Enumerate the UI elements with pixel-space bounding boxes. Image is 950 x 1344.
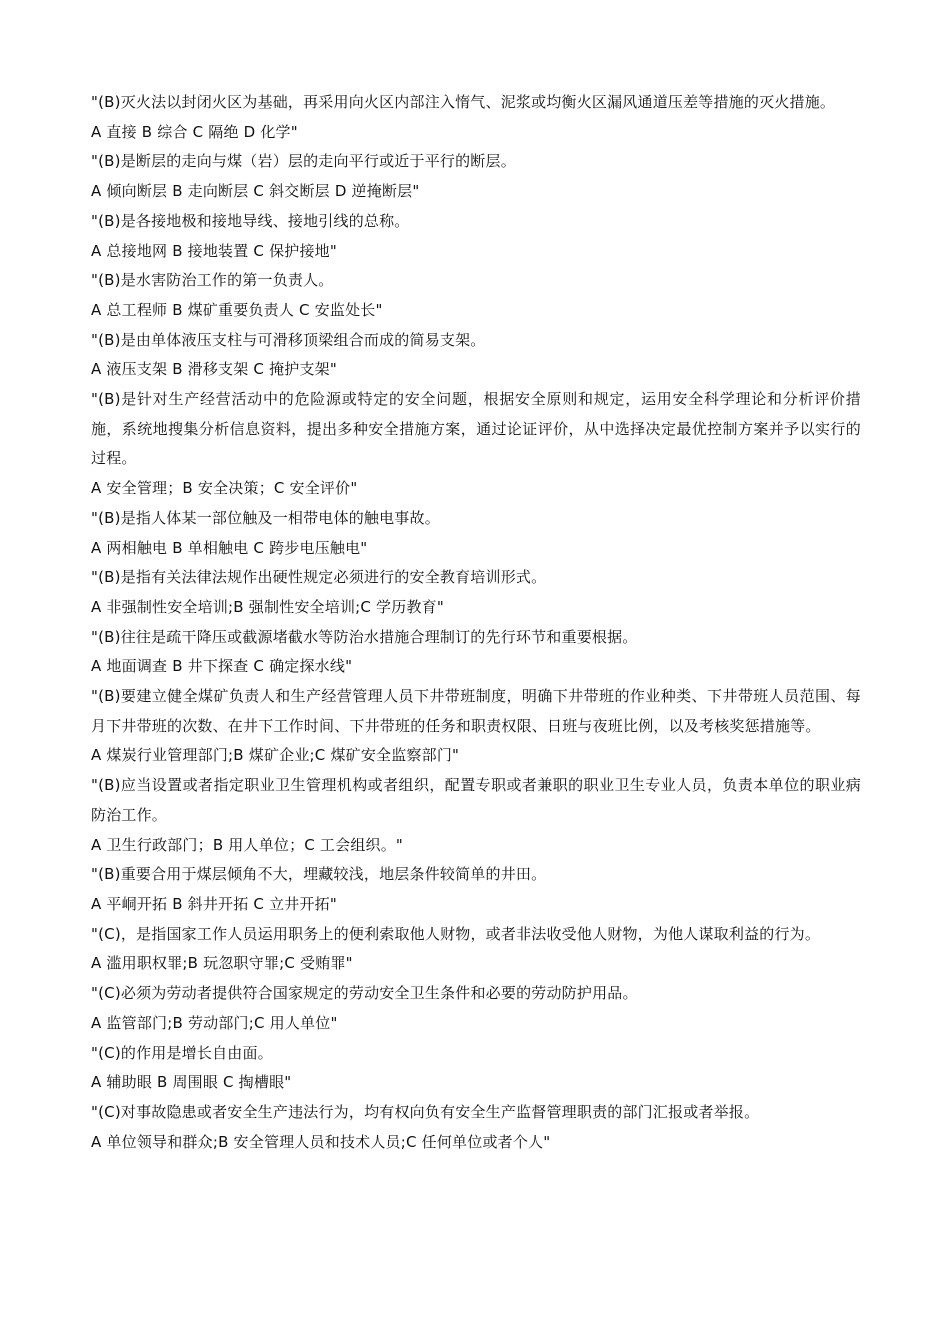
question-item (91, 979, 861, 1038)
question-item (91, 1098, 861, 1157)
answer-options: A 煤炭行业管理部门;B 煤矿企业;C 煤矿安全监察部门" (91, 746, 460, 765)
question-text: "(B)要建立健全煤矿负责人和生产经营管理人员下井带班制度，明确下井带班的作业种类、下井带班人员范围、每月下井带班的次数、在井下工作时间、下井带班的任务和职责权限、日班与夜班比例，以及考核奖惩措施等。 (91, 687, 861, 735)
question-item (91, 682, 861, 771)
question-item (91, 147, 861, 206)
question-item (91, 385, 861, 504)
answer-options: A 地面调查 B 井下探查 C 确定探水线" (91, 657, 353, 676)
answer-options: A 滥用职权罪;B 玩忽职守罪;C 受贿罪" (91, 954, 353, 973)
question-item (91, 266, 861, 325)
answer-options: A 单位领导和群众;B 安全管理人员和技术人员;C 任何单位或者个人" (91, 1132, 551, 1151)
question-text: "(B)往往是疏干降压或截源堵截水等防治水措施合理制订的先行环节和重要根据。 (91, 627, 638, 646)
question-text: "(C)对事故隐患或者安全生产违法行为，均有权向负有安全生产监督管理职责的部门汇报或者举报。 (91, 1102, 760, 1121)
document-page (91, 88, 861, 1157)
question-item (91, 1039, 861, 1098)
answer-options: A 两相触电 B 单相触电 C 跨步电压触电" (91, 538, 368, 557)
question-item (91, 88, 861, 147)
answer-options: A 总工程师 B 煤矿重要负责人 C 安监处长" (91, 300, 383, 319)
question-text: "(B)灭火法以封闭火区为基础，再采用向火区内部注入惰气、泥浆或均衡火区漏风通道压差等措施的灭火措施。 (91, 93, 836, 111)
answer-options: A 总接地网 B 接地装置 C 保护接地" (91, 241, 337, 260)
question-text: "(C)必须为劳动者提供符合国家规定的劳动安全卫生条件和必要的劳动防护用品。 (91, 984, 638, 1003)
answer-options: A 直接 B 综合 C 隔绝 D 化学" (91, 122, 298, 141)
question-item (91, 326, 861, 385)
answer-options: A 倾向断层 B 走向断层 C 斜交断层 D 逆掩断层" (91, 182, 420, 201)
answer-options: A 卫生行政部门；B 用人单位；C 工会组织。" (91, 835, 404, 854)
question-item (91, 920, 861, 979)
question-text: "(B)是指人体某一部位触及一相带电体的触电事故。 (91, 508, 440, 527)
answer-options: A 监管部门;B 劳动部门;C 用人单位" (91, 1013, 338, 1032)
question-text: "(B)是针对生产经营活动中的危险源或特定的安全问题，根据安全原则和规定，运用安全科学理论和分析评价措施，系统地搜集分析信息资料，提出多种安全措施方案，通过论证评价，从中选择决定最优控制方案并予以实行的过程。 (91, 390, 861, 468)
question-item (91, 623, 861, 682)
question-text: "(C)，是指国家工作人员运用职务上的便利索取他人财物，或者非法收受他人财物，为他人谋取利益的行为。 (91, 924, 821, 943)
question-item (91, 563, 861, 622)
question-text: "(B)是各接地极和接地导线、接地引线的总称。 (91, 211, 410, 230)
question-text: "(B)是断层的走向与煤（岩）层的走向平行或近于平行的断层。 (91, 152, 516, 171)
answer-options: A 液压支架 B 滑移支架 C 掩护支架" (91, 360, 337, 379)
answer-options: A 平峒开拓 B 斜井开拓 C 立井开拓" (91, 894, 337, 913)
question-text: "(B)是水害防治工作的第一负责人。 (91, 271, 334, 290)
answer-options: A 非强制性安全培训;B 强制性安全培训;C 学历教育" (91, 597, 444, 616)
answer-options: A 安全管理；B 安全决策；C 安全评价" (91, 479, 358, 498)
question-text: "(C)的作用是增长自由面。 (91, 1043, 273, 1062)
answer-options: A 辅助眼 B 周围眼 C 掏槽眼" (91, 1073, 292, 1092)
question-item (91, 504, 861, 563)
question-item (91, 207, 861, 266)
question-item (91, 771, 861, 860)
question-text: "(B)是由单体液压支柱与可滑移顶梁组合而成的简易支架。 (91, 330, 486, 349)
question-text: "(B)重要合用于煤层倾角不大，埋藏较浅，地层条件较简单的井田。 (91, 865, 547, 884)
question-text: "(B)应当设置或者指定职业卫生管理机构或者组织，配置专职或者兼职的职业卫生专业人员，负责本单位的职业病防治工作。 (91, 776, 861, 824)
question-text: "(B)是指有关法律法规作出硬性规定必须进行的安全教育培训形式。 (91, 568, 547, 587)
question-item (91, 860, 861, 919)
